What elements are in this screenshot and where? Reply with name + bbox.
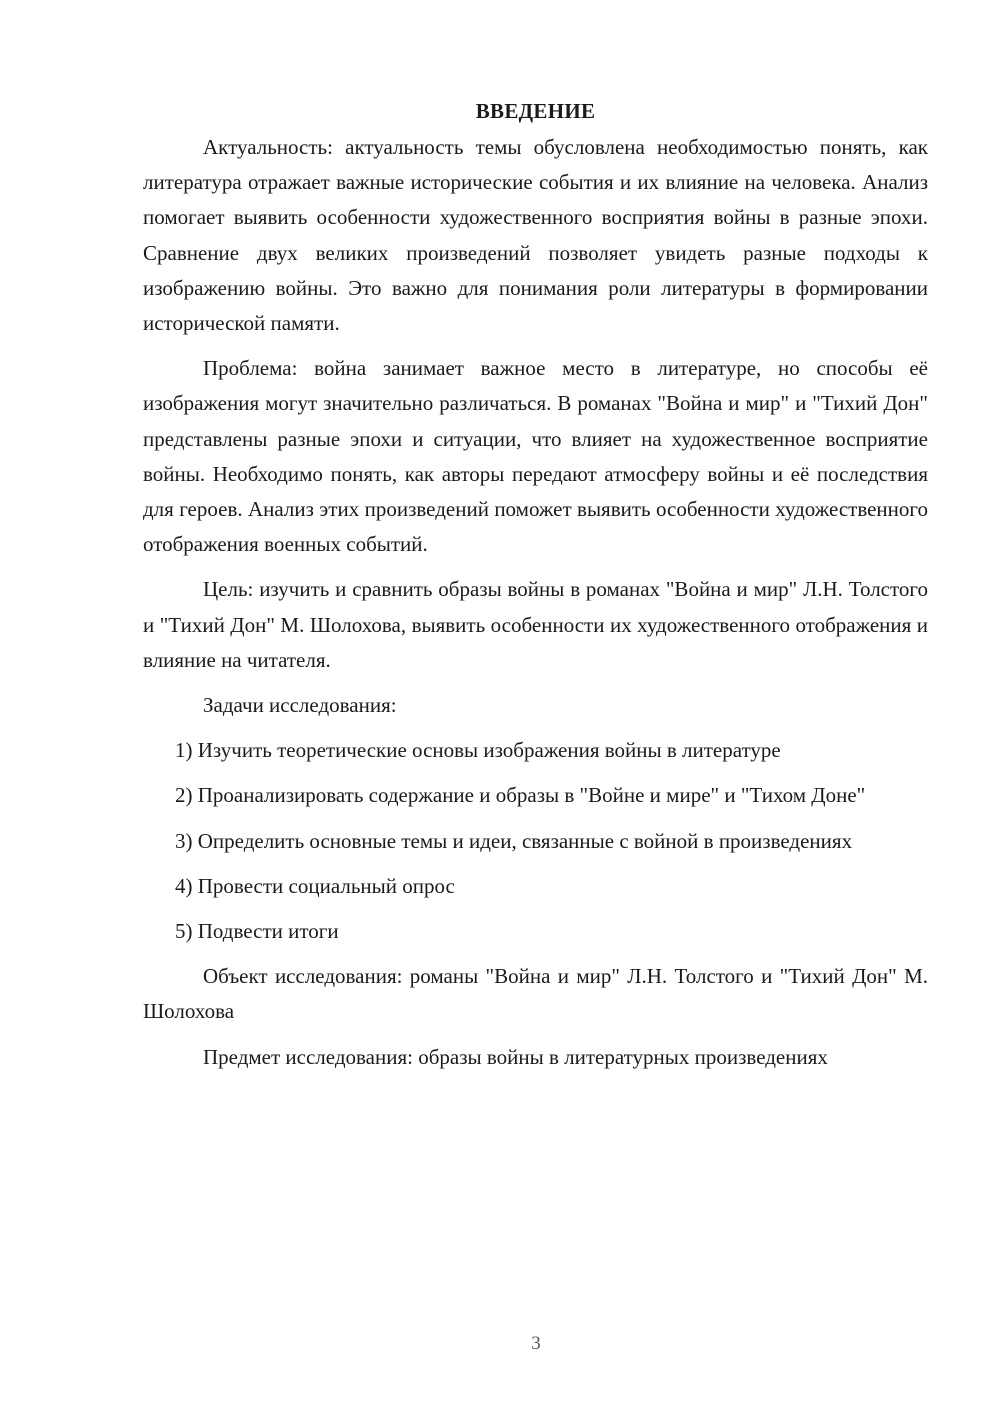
task-item-1: 1) Изучить теоретические основы изображения войны в литературе — [175, 738, 781, 763]
task-item-5: 5) Подвести итоги — [175, 919, 339, 944]
paragraph-relevance: Актуальность: актуальность темы обусловлена необходимостью понять, как литература отражает важные исторические события и их влияние на человека. Анализ помогает выявить особенности художественного восприятия войны в разные эпохи. Сравнение двух великих произведений позволяет увидеть разные подходы к изображению войны. Это важно для понимания роли литературы в формировании исторической памяти. — [143, 135, 928, 336]
section-title: ВВЕДЕНИЕ — [475, 99, 596, 123]
paragraph-object: Объект исследования: романы "Война и мир" Л.Н. Толстого и "Тихий Дон" М. Шолохова — [143, 964, 928, 1024]
task-item-2: 2) Проанализировать содержание и образы в "Войне и мире" и "Тихом Доне" — [175, 783, 866, 808]
page-number: 3 — [531, 1333, 541, 1354]
paragraph-goal: Цель: изучить и сравнить образы войны в романах "Война и мир" Л.Н. Толстого и "Тихий Дон" М. Шолохова, выявить особенности их художественного отображения и влияние на читателя. — [143, 577, 928, 672]
page-content — [143, 96, 928, 1085]
tasks-heading: Задачи исследования: — [203, 693, 397, 718]
paragraph-subject: Предмет исследования: образы войны в литературных произведениях — [203, 1044, 828, 1069]
task-item-3: 3) Определить основные темы и идеи, связанные с войной в произведениях — [175, 828, 853, 853]
task-item-4: 4) Провести социальный опрос — [175, 873, 455, 898]
paragraph-problem: Проблема: война занимает важное место в литературе, но способы её изображения могут значительно различаться. В романах "Война и мир" и "Тихий Дон" представлены разные эпохи и ситуации, что влияет на художественное восприятие войны. Необходимо понять, как авторы передают атмосферу войны и её последствия для героев. Анализ этих произведений поможет выявить особенности художественного отображения военных событий. — [143, 356, 928, 557]
